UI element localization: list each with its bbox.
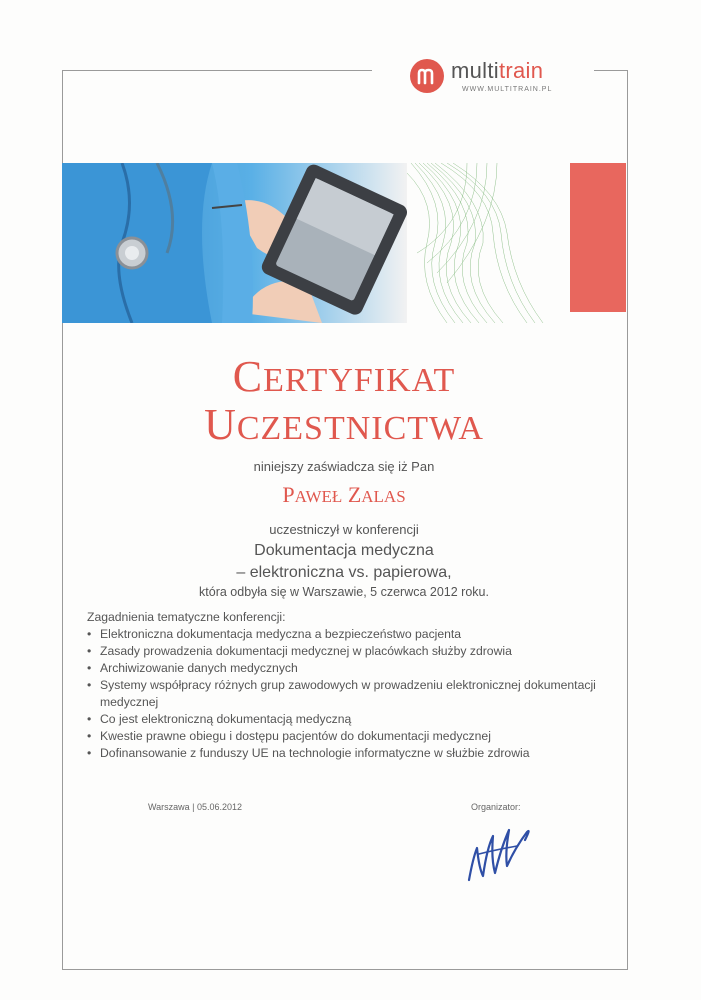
conference-title-line2: – elektroniczna vs. papierowa,	[236, 564, 452, 581]
topic-item: • Systemy współpracy różnych grup zawodowych w prowadzeniu elektronicznej dokumentacji medycznej	[87, 677, 617, 711]
organizer-signature	[465, 818, 540, 888]
topic-item: • Zasady prowadzenia dokumentacji medycznej w placówkach służby zdrowia	[87, 643, 617, 660]
topic-item: • Dofinansowanie z funduszy UE na technologie informatyczne w służbie zdrowia	[87, 745, 617, 762]
topics-list	[87, 626, 617, 762]
conference-title-line1: Dokumentacja medyczna	[254, 542, 434, 559]
title-line1-rest: ERTYFIKAT	[263, 362, 456, 399]
brand-url: WWW.MULTITRAIN.PL	[462, 86, 553, 93]
brand-name	[451, 58, 543, 84]
brand-suffix: train	[498, 58, 544, 83]
banner-medical-photo	[62, 163, 407, 323]
name-last-rest: ALAS	[361, 487, 406, 506]
name-first-rest: AWEŁ	[294, 487, 343, 506]
title-line1-cap: C	[232, 352, 264, 401]
topic-item: • Co jest elektroniczną dokumentacją medyczną	[87, 711, 617, 728]
brand-prefix: multi	[451, 58, 499, 83]
participation-text: uczestniczył w konferencji	[269, 522, 419, 537]
participant-name	[62, 482, 626, 508]
title-line2-rest: CZESTNICTWA	[236, 410, 484, 447]
topic-item: • Archiwizowanie danych medycznych	[87, 660, 617, 677]
place-date: Warszawa | 05.06.2012	[148, 802, 243, 812]
location-date-text: która odbyła się w Warszawie, 5 czerwca 2012 roku.	[199, 585, 489, 599]
topics-heading: Zagadnienia tematyczne konferencji:	[87, 610, 286, 624]
topic-item: • Elektroniczna dokumentacja medyczna a bezpieczeństwo pacjenta	[87, 626, 617, 643]
organizer-label: Organizator:	[471, 802, 521, 812]
attest-text: niniejszy zaświadcza się iż Pan	[253, 459, 435, 474]
name-last-cap: Z	[347, 482, 362, 507]
title-line2-cap: U	[204, 400, 237, 449]
multitrain-logo	[410, 57, 590, 99]
guilloche-pattern	[407, 163, 570, 323]
certificate-title-line2	[62, 400, 626, 454]
topics-section	[87, 609, 617, 762]
topic-item: • Kwestie prawne obiegu i dostępu pacjentów do dokumentacji medycznej	[87, 728, 617, 745]
certificate-title-line1	[62, 352, 626, 406]
banner-red-block	[570, 163, 626, 312]
name-first-cap: P	[282, 482, 295, 507]
multitrain-m-logo-icon	[410, 59, 444, 93]
